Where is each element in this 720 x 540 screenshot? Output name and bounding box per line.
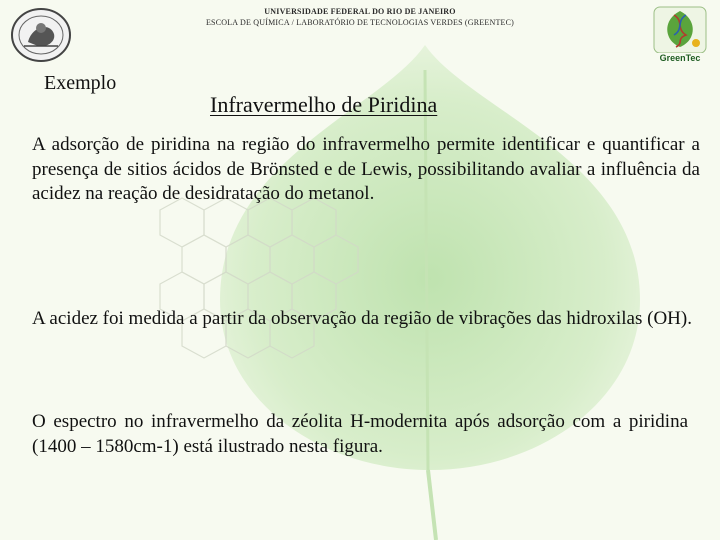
greentec-logo-icon [650, 5, 710, 53]
university-name: UNIVERSIDADE FEDERAL DO RIO DE JANEIRO [264, 7, 456, 16]
slide-title: Infravermelho de Piridina [210, 92, 438, 117]
greentec-logo [650, 5, 710, 67]
paragraph-acidity-measurement: A acidez foi medida a partir da observação da região de vibrações das hidroxilas (OH). [32, 308, 692, 329]
paragraph-spectrum-description: O espectro no infravermelho da zéolita H-modernita após adsorção com a piridina (1400 – 1580cm-1) está ilustrado nesta figura. [32, 411, 688, 457]
school-name: ESCOLA DE QUÍMICA / LABORATÓRIO DE TECNOLOGIAS VERDES (GREENTEC) [205, 18, 515, 27]
university-seal-icon [10, 4, 72, 66]
section-label: Exemplo [44, 72, 117, 94]
greentec-logo-label: GreenTec [659, 53, 701, 63]
paragraph-pyridine-adsorption: A adsorção de piridina na região do infravermelho permite identificar e quantificar a presença de sitios ácidos de Brönsted e de Lewis, possibilitando avaliar a influência da acidez na reação de desidratação do metanol. [32, 134, 700, 204]
institution-header [150, 6, 570, 28]
